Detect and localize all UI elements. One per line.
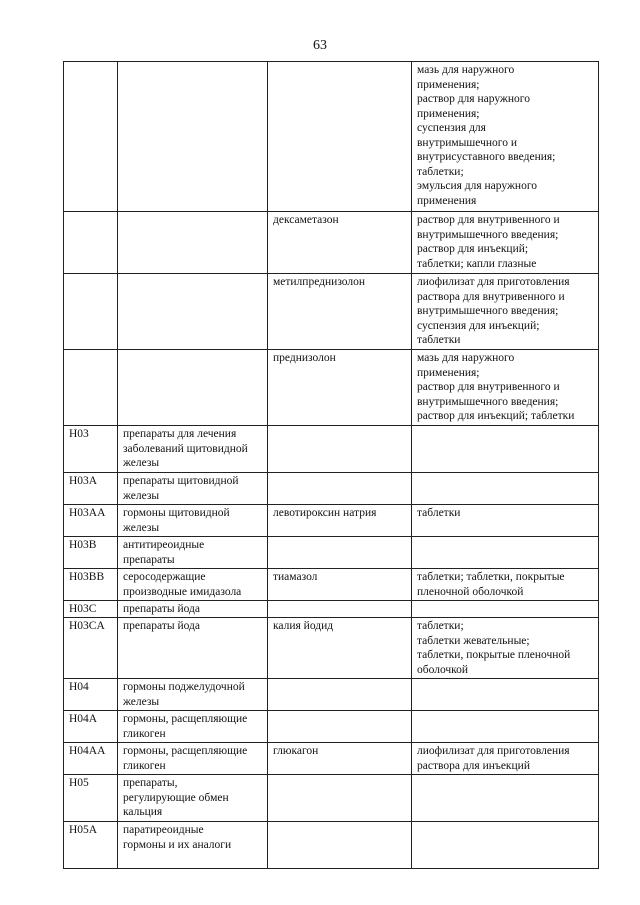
dosage-forms-line: применения; bbox=[417, 107, 480, 120]
dosage-forms-line: мазь для наружного bbox=[417, 352, 515, 364]
atc-code-line: H03AA bbox=[69, 507, 106, 519]
table-row bbox=[64, 601, 599, 618]
atc-code-line: H03B bbox=[69, 539, 97, 551]
table-row bbox=[64, 743, 599, 775]
dosage-forms-line: таблетки; капли глазные bbox=[417, 257, 537, 270]
group-name-cell bbox=[118, 743, 268, 775]
dosage-forms-cell bbox=[412, 537, 599, 569]
atc-code-cell bbox=[64, 679, 118, 711]
group-name-line: паратиреоидные bbox=[123, 824, 204, 836]
drug-name-cell bbox=[268, 212, 412, 274]
drug-name-line: глюкагон bbox=[273, 745, 319, 757]
drug-name-cell bbox=[268, 618, 412, 679]
dosage-forms-line: таблетки bbox=[417, 507, 461, 519]
drug-name-cell bbox=[268, 743, 412, 775]
drug-name-line: левотироксин натрия bbox=[273, 507, 377, 519]
group-name-cell bbox=[118, 601, 268, 618]
atc-code-cell bbox=[64, 569, 118, 601]
dosage-forms-cell bbox=[412, 743, 599, 775]
atc-code-line: H03A bbox=[69, 475, 98, 487]
dosage-forms-line: пленочной оболочкой bbox=[417, 585, 524, 598]
dosage-forms-line: таблетки, покрытые пленочной bbox=[417, 649, 571, 661]
table-row bbox=[64, 62, 599, 212]
atc-code-cell bbox=[64, 822, 118, 869]
dosage-forms-line: раствора для внутривенного и bbox=[417, 290, 565, 303]
dosage-forms-cell bbox=[412, 274, 599, 350]
group-name-cell bbox=[118, 569, 268, 601]
group-name-line: препараты йода bbox=[123, 620, 200, 632]
drug-name-cell bbox=[268, 569, 412, 601]
group-name-cell bbox=[118, 537, 268, 569]
drug-name-cell bbox=[268, 62, 412, 212]
group-name-cell bbox=[118, 274, 268, 350]
group-name-line: серосодержащие bbox=[123, 571, 206, 583]
table-row bbox=[64, 212, 599, 274]
atc-code-line: H04A bbox=[69, 713, 98, 725]
group-name-cell bbox=[118, 62, 268, 212]
atc-code-cell bbox=[64, 426, 118, 473]
dosage-forms-cell bbox=[412, 505, 599, 537]
dosage-forms-line: раствора для инъекций bbox=[417, 759, 530, 772]
dosage-forms-cell bbox=[412, 350, 599, 426]
atc-code-cell bbox=[64, 505, 118, 537]
atc-code-cell bbox=[64, 62, 118, 212]
drug-name-cell bbox=[268, 350, 412, 426]
dosage-forms-cell bbox=[412, 775, 599, 822]
drug-name-line: калия йодид bbox=[273, 620, 334, 632]
dosage-forms-line: применения bbox=[417, 194, 477, 207]
group-name-line: железы bbox=[123, 489, 160, 502]
table-row bbox=[64, 473, 599, 505]
dosage-forms-cell bbox=[412, 822, 599, 869]
drug-name-line: тиамазол bbox=[273, 571, 318, 583]
group-name-cell bbox=[118, 711, 268, 743]
group-name-line: препараты bbox=[123, 553, 175, 566]
group-name-cell bbox=[118, 473, 268, 505]
drug-name-cell bbox=[268, 426, 412, 473]
dosage-forms-line: раствор для внутривенного и bbox=[417, 214, 560, 226]
dosage-forms-line: внутрисуставного введения; bbox=[417, 151, 556, 163]
dosage-forms-line: внутримышечного и bbox=[417, 136, 517, 149]
atc-code-cell bbox=[64, 473, 118, 505]
page-number: 63 bbox=[313, 38, 327, 53]
dosage-forms-cell bbox=[412, 569, 599, 601]
dosage-forms-line: раствор для инъекций; таблетки bbox=[417, 410, 575, 422]
dosage-forms-line: лиофилизат для приготовления bbox=[417, 276, 570, 288]
atc-code-cell bbox=[64, 537, 118, 569]
table-row bbox=[64, 618, 599, 679]
dosage-forms-cell bbox=[412, 601, 599, 618]
atc-code-line: H03 bbox=[69, 428, 89, 440]
dosage-forms-line: таблетки; bbox=[417, 165, 464, 178]
atc-code-cell bbox=[64, 775, 118, 822]
table-row bbox=[64, 711, 599, 743]
dosage-forms-line: внутримышечного введения; bbox=[417, 395, 559, 408]
dosage-forms-cell bbox=[412, 711, 599, 743]
dosage-forms-line: суспензия для инъекций; bbox=[417, 319, 540, 332]
group-name-cell bbox=[118, 505, 268, 537]
drug-name-cell bbox=[268, 775, 412, 822]
group-name-line: гормоны, расщепляющие bbox=[123, 713, 248, 725]
group-name-cell bbox=[118, 775, 268, 822]
group-name-line: регулирующие обмен bbox=[123, 791, 229, 804]
table-row bbox=[64, 822, 599, 869]
group-name-line: железы bbox=[123, 695, 160, 708]
group-name-line: препараты, bbox=[123, 777, 178, 789]
group-name-line: гликоген bbox=[123, 759, 166, 772]
group-name-line: производные имидазола bbox=[123, 585, 242, 598]
dosage-forms-line: оболочкой bbox=[417, 663, 469, 676]
group-name-line: препараты йода bbox=[123, 603, 200, 615]
dosage-forms-line: таблетки; bbox=[417, 620, 464, 632]
drug-name-cell bbox=[268, 473, 412, 505]
group-name-line: железы bbox=[123, 521, 160, 534]
atc-code-cell bbox=[64, 274, 118, 350]
table-row bbox=[64, 426, 599, 473]
atc-code-line: H05A bbox=[69, 824, 98, 836]
table-row bbox=[64, 537, 599, 569]
dosage-forms-line: таблетки bbox=[417, 334, 461, 346]
drug-name-cell bbox=[268, 711, 412, 743]
drug-name-cell bbox=[268, 822, 412, 869]
dosage-forms-cell bbox=[412, 426, 599, 473]
table-row bbox=[64, 775, 599, 822]
group-name-line: препараты щитовидной bbox=[123, 475, 239, 487]
drug-name-line: преднизолон bbox=[273, 352, 336, 364]
group-name-cell bbox=[118, 350, 268, 426]
atc-code-cell bbox=[64, 618, 118, 679]
dosage-forms-cell bbox=[412, 212, 599, 274]
table-row bbox=[64, 569, 599, 601]
dosage-forms-cell bbox=[412, 679, 599, 711]
group-name-line: гормоны, расщепляющие bbox=[123, 745, 248, 757]
dosage-forms-cell bbox=[412, 62, 599, 212]
dosage-forms-line: мазь для наружного bbox=[417, 64, 515, 76]
group-name-line: гормоны поджелудочной bbox=[123, 681, 245, 693]
atc-code-cell bbox=[64, 601, 118, 618]
group-name-cell bbox=[118, 618, 268, 679]
table-row bbox=[64, 505, 599, 537]
group-name-line: препараты для лечения bbox=[123, 428, 237, 440]
group-name-line: железы bbox=[123, 457, 160, 469]
group-name-cell bbox=[118, 426, 268, 473]
table-row bbox=[64, 350, 599, 426]
dosage-forms-line: лиофилизат для приготовления bbox=[417, 745, 570, 757]
drug-name-cell bbox=[268, 274, 412, 350]
group-name-cell bbox=[118, 679, 268, 711]
atc-code-cell bbox=[64, 212, 118, 274]
dosage-forms-cell bbox=[412, 473, 599, 505]
group-name-cell bbox=[118, 822, 268, 869]
dosage-forms-cell bbox=[412, 618, 599, 679]
dosage-forms-line: эмульсия для наружного bbox=[417, 180, 538, 192]
medication-table bbox=[63, 61, 599, 869]
atc-code-line: H03CA bbox=[69, 620, 105, 632]
drug-name-cell bbox=[268, 601, 412, 618]
dosage-forms-line: таблетки жевательные; bbox=[417, 634, 530, 647]
atc-code-line: H05 bbox=[69, 777, 89, 789]
group-name-line: заболеваний щитовидной bbox=[123, 442, 248, 455]
drug-name-cell bbox=[268, 679, 412, 711]
group-name-line: гормоны и их аналоги bbox=[123, 838, 232, 851]
drug-name-line: метилпреднизолон bbox=[273, 276, 366, 288]
atc-code-line: H03BB bbox=[69, 571, 105, 583]
group-name-line: гликоген bbox=[123, 727, 166, 740]
atc-code-cell bbox=[64, 743, 118, 775]
dosage-forms-line: раствор для наружного bbox=[417, 93, 530, 105]
atc-code-cell bbox=[64, 350, 118, 426]
atc-code-line: H04AA bbox=[69, 745, 106, 757]
group-name-line: кальция bbox=[123, 806, 163, 818]
dosage-forms-line: применения; bbox=[417, 78, 480, 91]
atc-code-line: H03C bbox=[69, 603, 97, 615]
drug-name-cell bbox=[268, 537, 412, 569]
group-name-cell bbox=[118, 212, 268, 274]
atc-code-cell bbox=[64, 711, 118, 743]
drug-name-line: дексаметазон bbox=[273, 214, 339, 226]
dosage-forms-line: раствор для внутривенного и bbox=[417, 381, 560, 393]
dosage-forms-line: применения; bbox=[417, 366, 480, 379]
dosage-forms-line: внутримышечного введения; bbox=[417, 228, 559, 241]
dosage-forms-line: раствор для инъекций; bbox=[417, 243, 529, 255]
table-row bbox=[64, 679, 599, 711]
dosage-forms-line: суспензия для bbox=[417, 122, 486, 134]
group-name-line: гормоны щитовидной bbox=[123, 507, 230, 519]
medication-table-body bbox=[64, 62, 599, 869]
group-name-line: антитиреоидные bbox=[123, 539, 205, 551]
dosage-forms-line: внутримышечного введения; bbox=[417, 305, 559, 317]
atc-code-line: H04 bbox=[69, 681, 89, 693]
table-row bbox=[64, 274, 599, 350]
dosage-forms-line: таблетки; таблетки, покрытые bbox=[417, 571, 565, 583]
drug-name-cell bbox=[268, 505, 412, 537]
